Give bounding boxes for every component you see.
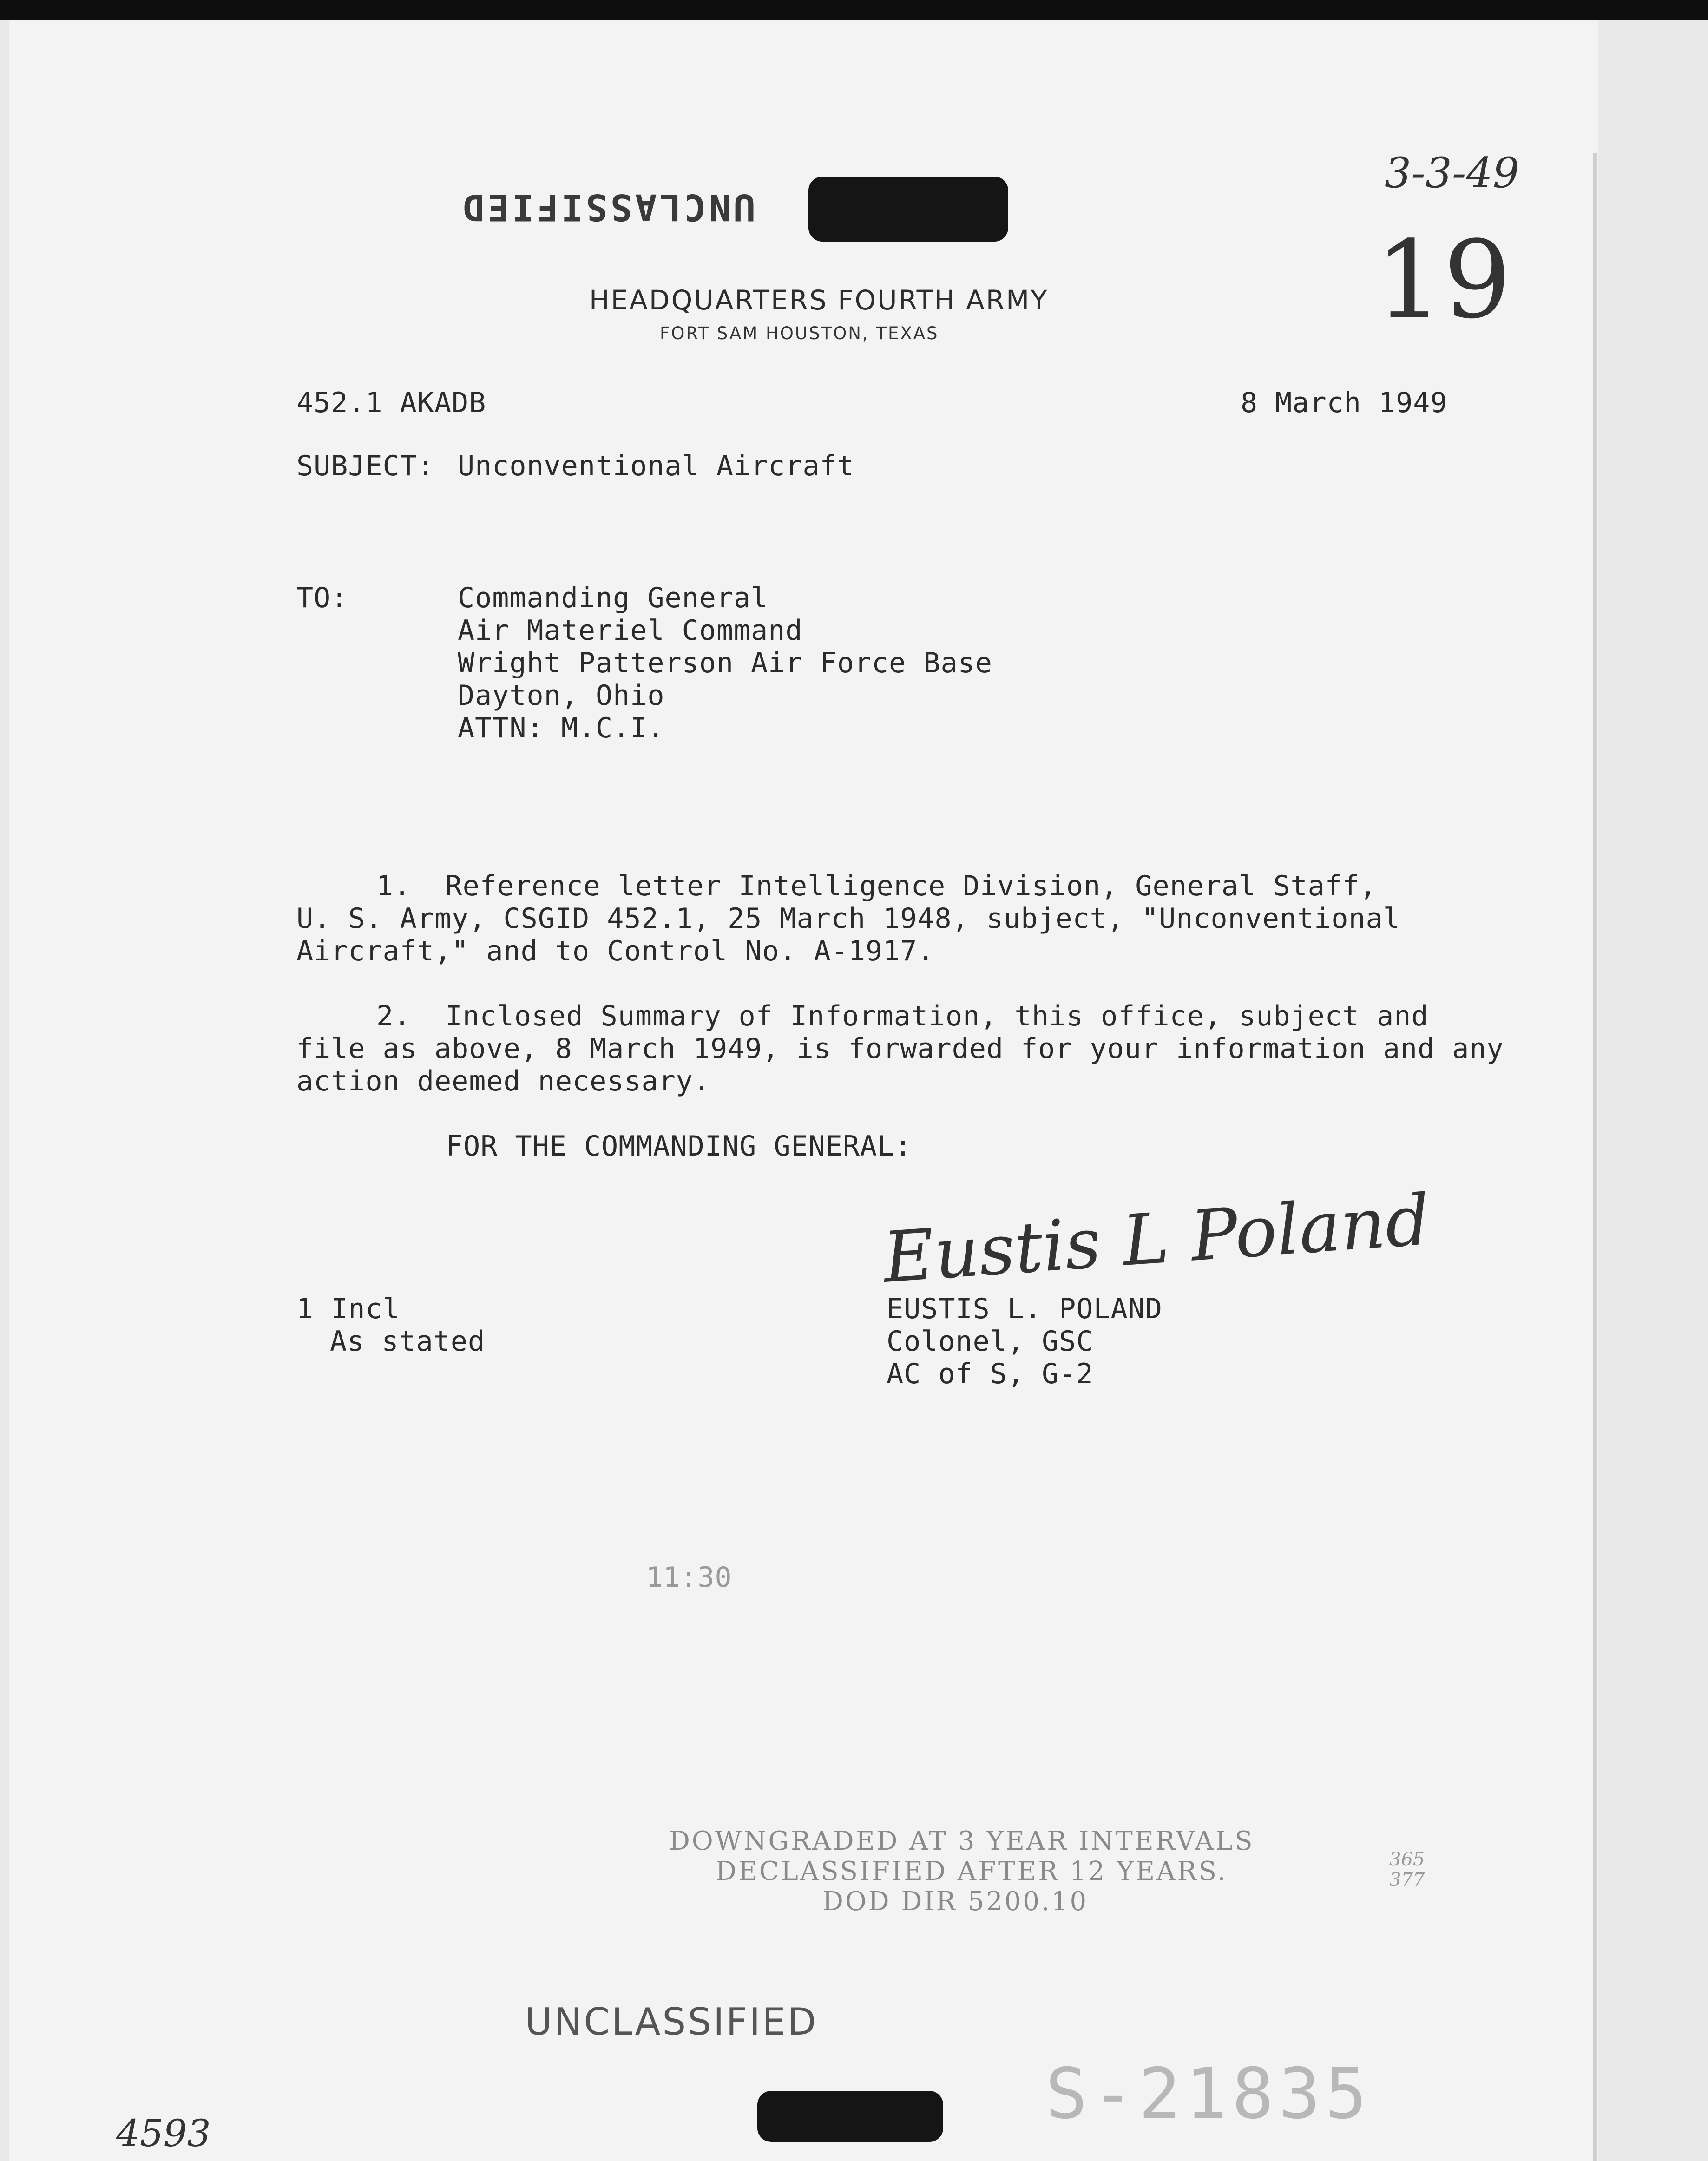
address-line: Dayton, Ohio <box>458 679 665 712</box>
declass-stamp-line: DOWNGRADED AT 3 YEAR INTERVALS <box>669 1826 1255 1856</box>
corner-handwritten-mark: 4593 <box>116 2112 211 2155</box>
redaction-block-bottom <box>757 2091 943 2142</box>
address-line: Commanding General <box>458 582 769 614</box>
document-serial: S-21835 <box>1045 2054 1372 2135</box>
paragraph-2-line: 2. Inclosed Summary of Information, this office, subject and <box>376 1000 1429 1032</box>
subject-label: SUBJECT: <box>296 450 434 482</box>
faint-time-mark: 11:30 <box>646 1561 732 1594</box>
letter-date: 8 March 1949 <box>1241 387 1448 419</box>
signer-title: AC of S, G-2 <box>887 1358 1094 1390</box>
letterhead-org: HEADQUARTERS FOURTH ARMY <box>589 284 1049 316</box>
scan-top-border <box>0 0 1708 20</box>
handwritten-date-note: 3-3-49 <box>1385 149 1519 197</box>
inclosure-note: As stated <box>330 1325 486 1358</box>
handwritten-number: 19 <box>1375 218 1511 342</box>
subject-value: Unconventional Aircraft <box>458 450 854 482</box>
paragraph-1-line: 1. Reference letter Intelligence Division, General Staff, <box>376 870 1377 902</box>
declass-stamp-line: DOD DIR 5200.10 <box>822 1886 1089 1917</box>
paragraph-1-line: U. S. Army, CSGID 452.1, 25 March 1948, subject, "Unconventional <box>296 902 1400 935</box>
signature: Eustis L Poland <box>880 1180 1433 1299</box>
page-edge-shadow <box>1593 153 1597 2161</box>
paragraph-2-line: file as above, 8 March 1949, is forwarded for your information and any <box>296 1032 1504 1065</box>
closing-line: FOR THE COMMANDING GENERAL: <box>446 1130 912 1163</box>
to-label: TO: <box>296 582 348 614</box>
address-line: Wright Patterson Air Force Base <box>458 647 992 679</box>
inclosure-count: 1 Incl <box>296 1293 400 1325</box>
address-line: Air Materiel Command <box>458 614 803 647</box>
redaction-block-top <box>808 177 1008 242</box>
letterhead-location: FORT SAM HOUSTON, TEXAS <box>660 323 939 343</box>
handwritten-margin-note: 365 377 <box>1389 1849 1425 1891</box>
signer-rank: Colonel, GSC <box>887 1325 1094 1358</box>
classification-stamp-bottom: UNCLASSIFIED <box>525 2000 818 2043</box>
address-line: ATTN: M.C.I. <box>458 712 665 744</box>
paragraph-2-line: action deemed necessary. <box>296 1065 710 1097</box>
signer-name: EUSTIS L. POLAND <box>887 1293 1163 1325</box>
declass-stamp-line: DECLASSIFIED AFTER 12 YEARS. <box>716 1856 1228 1886</box>
paragraph-1-line: Aircraft," and to Control No. A-1917. <box>296 935 935 967</box>
classification-stamp-top: UNCLASSIFIED <box>460 186 755 228</box>
file-reference: 452.1 AKADB <box>296 387 486 419</box>
